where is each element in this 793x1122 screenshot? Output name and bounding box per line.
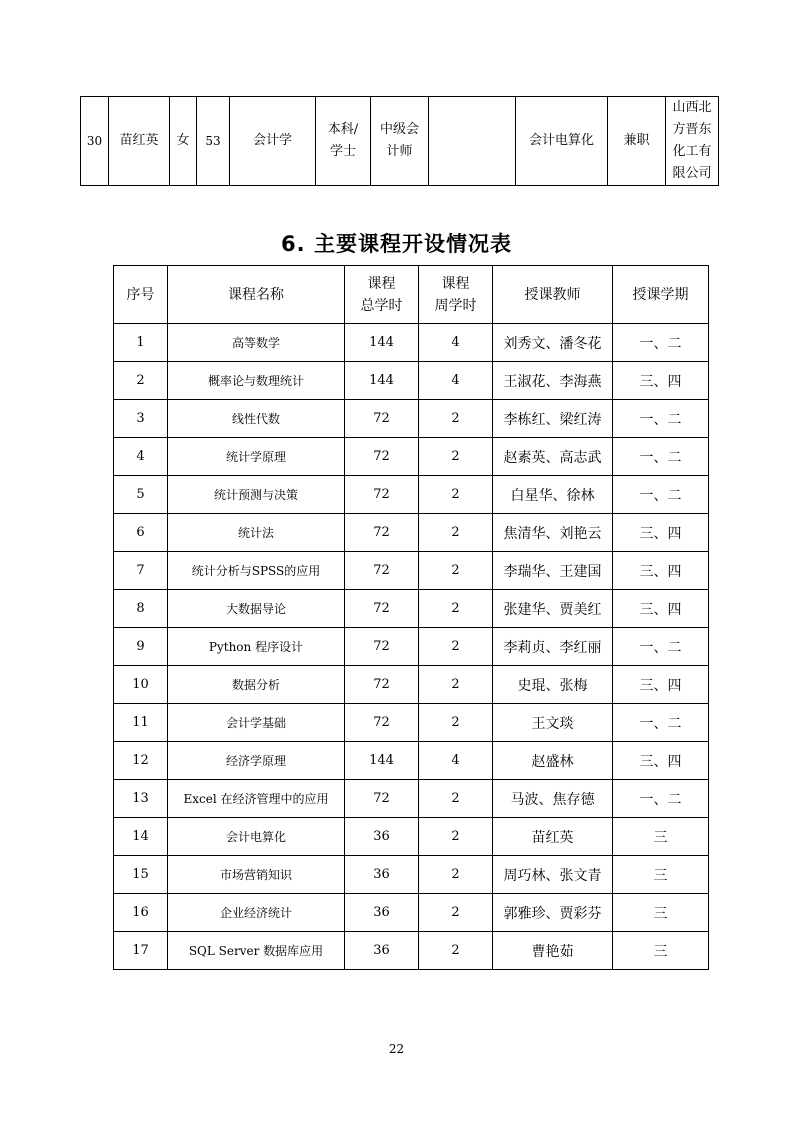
row-semester: 三、四	[613, 552, 709, 590]
table-row	[114, 932, 709, 970]
row-no: 11	[114, 704, 168, 742]
row-no: 13	[114, 780, 168, 818]
row-course-name: 经济学原理	[168, 742, 345, 780]
row-course-name: 统计分析与SPSS的应用	[168, 552, 345, 590]
row-no: 4	[114, 438, 168, 476]
row-total-hours: 36	[345, 932, 419, 970]
row-semester: 三	[613, 856, 709, 894]
row-teachers: 赵盛林	[493, 742, 613, 780]
row-teachers: 赵素英、高志武	[493, 438, 613, 476]
faculty-title-line2: 计师	[386, 144, 413, 159]
header-total-hours-line2: 总学时	[360, 297, 403, 314]
row-course-name: 会计学基础	[168, 704, 345, 742]
row-weekly-hours: 2	[419, 514, 493, 552]
row-weekly-hours: 2	[419, 400, 493, 438]
row-no: 14	[114, 818, 168, 856]
row-no: 17	[114, 932, 168, 970]
row-course-name: 高等数学	[168, 324, 345, 362]
page-number: 22	[388, 1042, 405, 1056]
row-teachers: 焦清华、刘艳云	[493, 514, 613, 552]
faculty-title-line1: 中级会	[379, 122, 419, 137]
row-weekly-hours: 2	[419, 894, 493, 932]
table-row	[114, 514, 709, 552]
table-row	[114, 894, 709, 932]
row-course-name: 大数据导论	[168, 590, 345, 628]
row-semester: 三、四	[613, 742, 709, 780]
table-row	[114, 704, 709, 742]
table-row	[114, 818, 709, 856]
row-weekly-hours: 2	[419, 552, 493, 590]
row-teachers: 李莉贞、李红丽	[493, 628, 613, 666]
row-total-hours: 72	[345, 666, 419, 704]
row-total-hours: 72	[345, 438, 419, 476]
table-row	[114, 628, 709, 666]
table-row	[114, 780, 709, 818]
row-weekly-hours: 4	[419, 362, 493, 400]
row-total-hours: 36	[345, 856, 419, 894]
row-total-hours: 144	[345, 324, 419, 362]
row-teachers: 曹艳茹	[493, 932, 613, 970]
row-course-name: 统计法	[168, 514, 345, 552]
row-course-name: 概率论与数理统计	[168, 362, 345, 400]
row-semester: 三	[613, 818, 709, 856]
row-weekly-hours: 4	[419, 742, 493, 780]
row-weekly-hours: 2	[419, 628, 493, 666]
row-total-hours: 36	[345, 818, 419, 856]
row-course-name: 市场营销知识	[168, 856, 345, 894]
row-course-name: Python 程序设计	[168, 628, 345, 666]
row-no: 9	[114, 628, 168, 666]
row-teachers: 郭雅珍、贾彩芬	[493, 894, 613, 932]
row-teachers: 李栋红、梁红涛	[493, 400, 613, 438]
faculty-course: 会计电算化	[516, 97, 608, 186]
row-no: 5	[114, 476, 168, 514]
row-semester: 三、四	[613, 590, 709, 628]
row-course-name: 统计学原理	[168, 438, 345, 476]
row-weekly-hours: 4	[419, 324, 493, 362]
row-semester: 一、二	[613, 628, 709, 666]
header-semester: 授课学期	[613, 266, 709, 324]
row-semester: 一、二	[613, 324, 709, 362]
row-no: 8	[114, 590, 168, 628]
row-total-hours: 144	[345, 742, 419, 780]
row-course-name: 企业经济统计	[168, 894, 345, 932]
row-total-hours: 72	[345, 400, 419, 438]
faculty-employer: 山西北方晋东化工有限公司	[666, 97, 719, 186]
faculty-gender: 女	[170, 97, 197, 186]
row-teachers: 苗红英	[493, 818, 613, 856]
faculty-degree-line1: 本科/	[327, 122, 359, 137]
faculty-major: 会计学	[230, 97, 316, 186]
row-course-name: Excel 在经济管理中的应用	[168, 780, 345, 818]
header-total-hours	[345, 266, 419, 324]
row-teachers: 王文琰	[493, 704, 613, 742]
faculty-degree	[316, 97, 371, 186]
row-weekly-hours: 2	[419, 666, 493, 704]
header-course-name: 课程名称	[168, 266, 345, 324]
row-teachers: 李瑞华、王建国	[493, 552, 613, 590]
table-row	[114, 476, 709, 514]
row-course-name: 线性代数	[168, 400, 345, 438]
row-semester: 一、二	[613, 780, 709, 818]
row-no: 2	[114, 362, 168, 400]
course-table	[113, 265, 709, 970]
section-title: 6. 主要课程开设情况表	[281, 232, 512, 256]
row-total-hours: 72	[345, 590, 419, 628]
row-teachers: 史琨、张梅	[493, 666, 613, 704]
header-no: 序号	[114, 266, 168, 324]
row-teachers: 张建华、贾美红	[493, 590, 613, 628]
row-weekly-hours: 2	[419, 476, 493, 514]
row-semester: 三、四	[613, 362, 709, 400]
row-teachers: 周巧林、张文青	[493, 856, 613, 894]
faculty-degree-line2: 学士	[329, 144, 356, 159]
row-total-hours: 72	[345, 514, 419, 552]
header-weekly-hours-line2: 周学时	[434, 297, 477, 314]
header-teachers: 授课教师	[493, 266, 613, 324]
table-row	[114, 400, 709, 438]
row-total-hours: 36	[345, 894, 419, 932]
header-weekly-hours	[419, 266, 493, 324]
row-no: 7	[114, 552, 168, 590]
row-semester: 三、四	[613, 514, 709, 552]
table-row	[114, 856, 709, 894]
row-weekly-hours: 2	[419, 856, 493, 894]
row-course-name: 数据分析	[168, 666, 345, 704]
table-row	[114, 666, 709, 704]
faculty-title	[371, 97, 429, 186]
faculty-blank-cell	[429, 97, 516, 186]
faculty-type: 兼职	[608, 97, 666, 186]
row-teachers: 刘秀文、潘冬花	[493, 324, 613, 362]
row-no: 16	[114, 894, 168, 932]
table-row	[114, 324, 709, 362]
row-no: 15	[114, 856, 168, 894]
faculty-age: 53	[197, 97, 230, 186]
row-weekly-hours: 2	[419, 590, 493, 628]
faculty-name: 苗红英	[109, 97, 170, 186]
table-row	[114, 438, 709, 476]
row-course-name: 统计预测与决策	[168, 476, 345, 514]
row-semester: 一、二	[613, 438, 709, 476]
row-weekly-hours: 2	[419, 932, 493, 970]
row-semester: 三	[613, 894, 709, 932]
row-total-hours: 72	[345, 704, 419, 742]
row-weekly-hours: 2	[419, 780, 493, 818]
row-teachers: 白星华、徐林	[493, 476, 613, 514]
row-total-hours: 72	[345, 552, 419, 590]
row-no: 6	[114, 514, 168, 552]
table-row	[114, 742, 709, 780]
row-semester: 一、二	[613, 476, 709, 514]
row-no: 1	[114, 324, 168, 362]
row-weekly-hours: 2	[419, 818, 493, 856]
row-total-hours: 72	[345, 476, 419, 514]
table-row	[114, 552, 709, 590]
row-total-hours: 72	[345, 628, 419, 666]
row-teachers: 马波、焦存德	[493, 780, 613, 818]
row-course-name: 会计电算化	[168, 818, 345, 856]
row-teachers: 王淑花、李海燕	[493, 362, 613, 400]
row-weekly-hours: 2	[419, 704, 493, 742]
row-total-hours: 72	[345, 780, 419, 818]
faculty-no: 30	[81, 97, 109, 186]
header-total-hours-line1: 课程	[367, 275, 396, 292]
table-row	[114, 362, 709, 400]
row-no: 3	[114, 400, 168, 438]
row-semester: 一、二	[613, 704, 709, 742]
header-weekly-hours-line1: 课程	[441, 275, 470, 292]
row-semester: 三	[613, 932, 709, 970]
row-semester: 三、四	[613, 666, 709, 704]
row-semester: 一、二	[613, 400, 709, 438]
row-weekly-hours: 2	[419, 438, 493, 476]
row-no: 10	[114, 666, 168, 704]
row-course-name: SQL Server 数据库应用	[168, 932, 345, 970]
course-table-header	[114, 266, 709, 324]
table-row	[114, 590, 709, 628]
faculty-row	[81, 97, 719, 186]
row-total-hours: 144	[345, 362, 419, 400]
faculty-table-continued	[80, 96, 719, 186]
row-no: 12	[114, 742, 168, 780]
